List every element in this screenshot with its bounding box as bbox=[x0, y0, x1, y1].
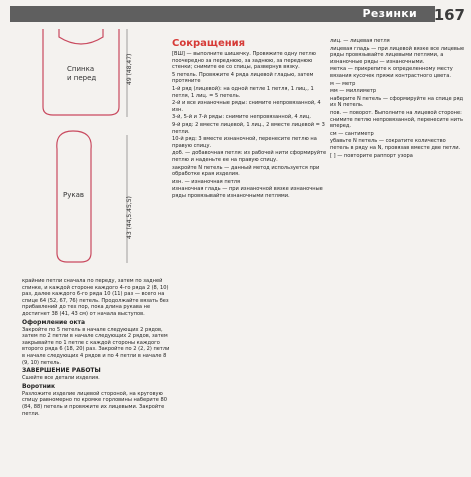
mid-entry-7: доб. — добавочная петля: из рабочей нити сформируйте петлю и наденьте ее на правую спицу. bbox=[172, 150, 327, 163]
right-entry-9: [ ] — повторите раппорт узора bbox=[330, 152, 413, 159]
mid-entry-2: 1-й ряд (лицевой): на одной петле 1 петля, 1 лиц., 1 петля, 1 лиц. = 5 петель. bbox=[172, 85, 314, 99]
middle-column bbox=[172, 38, 327, 200]
bottom-dimension: 43 (44,5.45,5) bbox=[126, 196, 133, 239]
mid-entry-9: изн. — изнаночная петля bbox=[172, 178, 241, 185]
mid-entry-6: 10-й ряд: 3 вместе изнаночной, перенесите петлю на правую спицу. bbox=[172, 136, 317, 149]
mid-entry-0: [ВШ] — выполните шишечку. Провяжите одну петлю поочередно за переднюю, за заднюю, за переднюю стенки; снимите ее со спицы, развернув вязку. bbox=[172, 51, 316, 71]
mid-entry-1: 5 петель. Провяжите 4 ряда лицевой гладью, затем протяните bbox=[172, 71, 314, 85]
right-entry-4: мм — миллиметр bbox=[330, 88, 377, 95]
left-subhead-3: Воротник bbox=[22, 382, 56, 390]
pattern-diagram bbox=[15, 27, 160, 277]
top-label-line1: Спинка bbox=[67, 65, 95, 73]
mid-entry-3: 2-й и все изнаночные ряды: снимите непровязанной, 4 изн. bbox=[172, 100, 321, 113]
right-entry-2: метка — прикрепите к определенному месту вязания кусочек пряжи контрастного цвета. bbox=[330, 66, 453, 79]
left-text-2: Закройте по 5 петель в начале следующих 2 рядов, затем по 2 петли в начале следующих 2 рядов, затем закрывайте по 1 петле с каждой стороны каждого второго ряда 6 (18, 20) раз. Закройте по 2 (2, 2) петли в начале следующих 4 рядов и по 4 петли в начале 8 (9, 10) петель. bbox=[22, 326, 170, 366]
right-entry-8: убавьте N петель — сократите количество петель в ряду на N, провязав вместе две петли. bbox=[330, 138, 461, 151]
page-number: 167 bbox=[433, 6, 465, 24]
right-entry-0: лиц. — лицевая петля bbox=[330, 38, 390, 44]
top-label-line2: и перед bbox=[67, 74, 97, 82]
right-entry-6: пов. — поворот. Выполните на лицевой стороне: снимите петлю непровязанной, перенесите нить вперед. bbox=[330, 109, 464, 130]
left-text-4: Разложите изделие лицевой стороной, на круговую спицу равномерно по кромке горловины наберите 80 (84, 88) петель и провяжите их лицевыми. Закройте петли. bbox=[22, 390, 167, 417]
top-dimension: 49 (48,47) bbox=[126, 53, 133, 85]
right-entry-5: наберите N петель — сформируйте на спице ряд из N петель. bbox=[330, 95, 464, 109]
mid-entry-8: закройте N петель — данный метод используется при обработке края изделия. bbox=[172, 164, 320, 178]
left-column bbox=[22, 278, 170, 418]
left-text-3: Сшейте все детали изделия. bbox=[22, 375, 100, 382]
left-text-1: крайние петли сначала по переду, затем по задней спинке, и каждой стороне каждого 4-го ряда 2 (8, 10) раз, далее каждого 6-го ряда 10 (11) раз — всего на спице 64 (52, 67, 76) петель. Продолжайте вязать без прибавлений до тех пор, пока длина рукава не достигнет 38 (41, 43 см) от начала выступов. bbox=[22, 278, 169, 317]
left-subhead-2: ЗАВЕРШЕНИЕ РАБОТЫ bbox=[22, 367, 101, 375]
mid-entry-5: 9-й ряд: 2 вместе лицевой, 1 лиц., 2 вместе лицевой = 3 петли. bbox=[172, 121, 325, 135]
mid-entry-4: 3-й, 5-й и 7-й ряды: снимите непровязанной, 4 лиц. bbox=[172, 114, 311, 121]
right-column bbox=[330, 38, 466, 160]
section-title: Резинки bbox=[362, 7, 417, 20]
right-entry-7: см — сантиметр bbox=[330, 130, 374, 137]
right-entry-3: м — метр bbox=[330, 80, 356, 87]
bottom-label: Рукав bbox=[63, 191, 85, 199]
diagram-svg bbox=[15, 27, 160, 277]
neckline-outline bbox=[59, 29, 103, 44]
mid-entry-10: изнаночная гладь — при изнаночной вязке изнаночные ряды провязывайте изнаночными петлями. bbox=[172, 186, 323, 199]
right-entry-1: лицевая гладь — при лицевой вязке все лицевые ряды провязывайте лицевыми петлями, а изнаночные ряды — изнаночными. bbox=[330, 45, 465, 65]
abbreviations-heading: Сокращения bbox=[172, 38, 246, 49]
left-subhead-1: Оформление окта bbox=[22, 318, 86, 326]
